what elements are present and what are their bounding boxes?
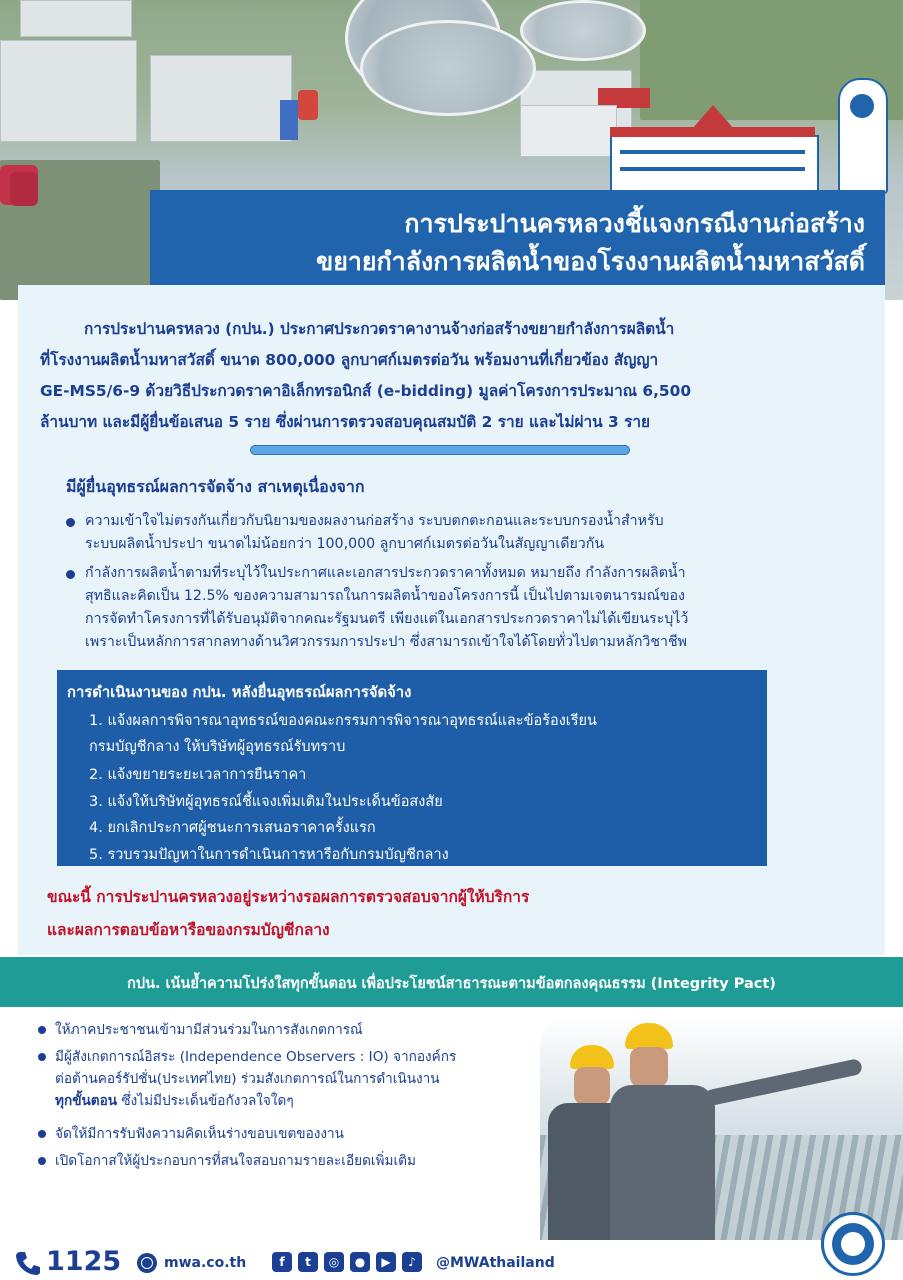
appeal-reason-2-line: เพราะเป็นหลักการสากลทางด้านวิศวกรรมการประปา ซึ่งสามารถเข้าใจได้โดยทั่วไปตามหลักวิชาชีพ — [85, 634, 687, 650]
instagram-icon[interactable]: ◎ — [324, 1252, 344, 1272]
action-item-1: 1. แจ้งผลการพิจารณาอุทธรณ์ของคณะกรรมการพิจารณาอุทธรณ์และข้อร้องเรียน — [89, 713, 597, 729]
mwa-building-illustration — [610, 105, 815, 190]
integrity-item-2-rest: ซึ่งไม่มีประเด็นข้อกังวลใจใดๆ — [117, 1093, 294, 1109]
twitter-icon[interactable]: t — [298, 1252, 318, 1272]
globe-icon — [137, 1253, 157, 1273]
action-item-4: 4. ยกเลิกประกาศผู้ชนะการเสนอราคาครั้งแรก — [89, 820, 376, 836]
bullet-dot — [38, 1157, 46, 1165]
integrity-item-2-line — [55, 1090, 456, 1112]
appeal-reason-2-line: กำลังการผลิตน้ำตามที่ระบุไว้ในประกาศและเอกสารประกวดราคาทั้งหมด หมายถึง กำลังการผลิตน้ำ — [85, 565, 686, 581]
integrity-item-3: จัดให้มีการรับฟังความคิดเห็นร่างขอบเขตของงาน — [55, 1126, 344, 1142]
line-icon[interactable]: ● — [350, 1252, 370, 1272]
title-banner — [150, 190, 885, 285]
intro-line: GE-MS5/6-9 ด้วยวิธีประกวดราคาอิเล็กทรอนิกส์ (e-bidding) มูลค่าโครงการประมาณ 6,500 — [40, 382, 692, 400]
youtube-icon[interactable]: ▶ — [376, 1252, 396, 1272]
title-line-1: การประปานครหลวงชี้แจงกรณีงานก่อสร้าง — [404, 209, 865, 238]
action-item-5: 5. รวบรวมปัญหาในการดำเนินการหารือกับกรมบัญชีกลาง — [89, 847, 449, 863]
tiktok-icon[interactable]: ♪ — [402, 1252, 422, 1272]
integrity-item-2 — [55, 1046, 456, 1112]
website-link[interactable]: mwa.co.th — [164, 1255, 247, 1271]
integrity-item-1: ให้ภาคประชาชนเข้ามามีส่วนร่วมในการสังเกตการณ์ — [55, 1022, 363, 1038]
integrity-banner-text: กปน. เน้นย้ำความโปร่งใสทุกขั้นตอน เพื่อประโยชน์สาธารณะตามข้อตกลงคุณธรรม (Integrity Pact) — [127, 976, 776, 992]
actions-heading: การดำเนินงานของ กปน. หลังยื่นอุทธรณ์ผลการจัดจ้าง — [67, 684, 412, 701]
integrity-item-4: เปิดโอกาสให้ผู้ประกอบการที่สนใจสอบถามรายละเอียดเพิ่มเติม — [55, 1153, 416, 1169]
appeal-reason-2 — [85, 562, 688, 654]
intro-paragraph — [40, 314, 865, 438]
integrity-banner — [0, 957, 903, 1007]
hotline-number[interactable]: 1125 — [46, 1246, 122, 1277]
integrity-item-2-line: ต่อต้านคอร์รัปชั่น(ประเทศไทย) ร่วมสังเกตการณ์ในการดำเนินงาน — [55, 1071, 440, 1087]
appeal-reason-1-line: ความเข้าใจไม่ตรงกันเกี่ยวกับนิยามของผลงานก่อสร้าง ระบบตกตะกอนและระบบกรองน้ำสำหรับ — [85, 513, 664, 529]
intro-line: ล้านบาท และมีผู้ยื่นข้อเสนอ 5 ราย ซึ่งผ่านการตรวจสอบคุณสมบัติ 2 ราย และไม่ผ่าน 3 ราย — [40, 413, 651, 431]
status-line-1: ขณะนี้ การประปานครหลวงอยู่ระหว่างรอผลการตรวจสอบจากผู้ให้บริการ — [47, 888, 530, 906]
appeal-reason-1 — [85, 510, 664, 556]
emphasis-text: ทุกขั้นตอน — [55, 1093, 118, 1109]
bullet-dot — [38, 1053, 46, 1061]
section-divider — [250, 445, 630, 455]
bullet-dot — [66, 570, 75, 579]
intro-line: การประปานครหลวง (กปน.) ประกาศประกวดราคางานจ้างก่อสร้างขยายกำลังการผลิตน้ำ — [84, 320, 675, 338]
status-line-2: และผลการตอบข้อหารือของกรมบัญชีกลาง — [47, 921, 330, 939]
integrity-item-2-line: มีผู้สังเกตการณ์อิสระ (Independence Observers : IO) จากองค์กร — [55, 1049, 457, 1065]
title-line-2: ขยายกำลังการผลิตน้ำของโรงงานผลิตน้ำมหาสวัสดิ์ — [316, 247, 865, 276]
bullet-dot — [38, 1130, 46, 1138]
bullet-dot — [38, 1026, 46, 1034]
appeal-heading: มีผู้ยื่นอุทธรณ์ผลการจัดจ้าง สาเหตุเนื่องจาก — [66, 477, 365, 496]
appeal-reason-2-line: การจัดทำโครงการที่ได้รับอนุมัติจากคณะรัฐมนตรี เพียงแต่ในเอกสารประกวดราคาไม่ได้เขียนระบุไว้ — [85, 611, 689, 627]
action-item-1-cont: กรมบัญชีกลาง ให้บริษัทผู้อุทธรณ์รับทราบ — [89, 739, 346, 755]
water-tower-illustration — [838, 78, 888, 194]
workers-photo — [540, 1015, 903, 1240]
bullet-dot — [66, 518, 75, 527]
phone-icon — [14, 1250, 42, 1276]
social-handle[interactable]: @MWAthailand — [436, 1255, 555, 1271]
appeal-reason-2-line: สุทธิและคิดเป็น 12.5% ของความสามารถในการผลิตน้ำของโครงการนี้ เป็นไปตามเจตนารมณ์ของ — [85, 588, 685, 604]
actions-box — [57, 670, 767, 866]
appeal-reason-1-line: ระบบผลิตน้ำประปา ขนาดไม่น้อยกว่า 100,000 ลูกบาศก์เมตรต่อวันในสัญญาเดียวกัน — [85, 536, 605, 552]
action-item-2: 2. แจ้งขยายระยะเวลาการยืนราคา — [89, 767, 307, 783]
intro-line: ที่โรงงานผลิตน้ำมหาสวัสดิ์ ขนาด 800,000 ลูกบาศก์เมตรต่อวัน พร้อมงานที่เกี่ยวข้อง สัญญา — [40, 351, 659, 369]
facebook-icon[interactable]: f — [272, 1252, 292, 1272]
action-item-3: 3. แจ้งให้บริษัทผู้อุทธรณ์ชี้แจงเพิ่มเติมในประเด็นข้อสงสัย — [89, 794, 443, 810]
mwa-emblem-icon — [821, 1212, 885, 1276]
